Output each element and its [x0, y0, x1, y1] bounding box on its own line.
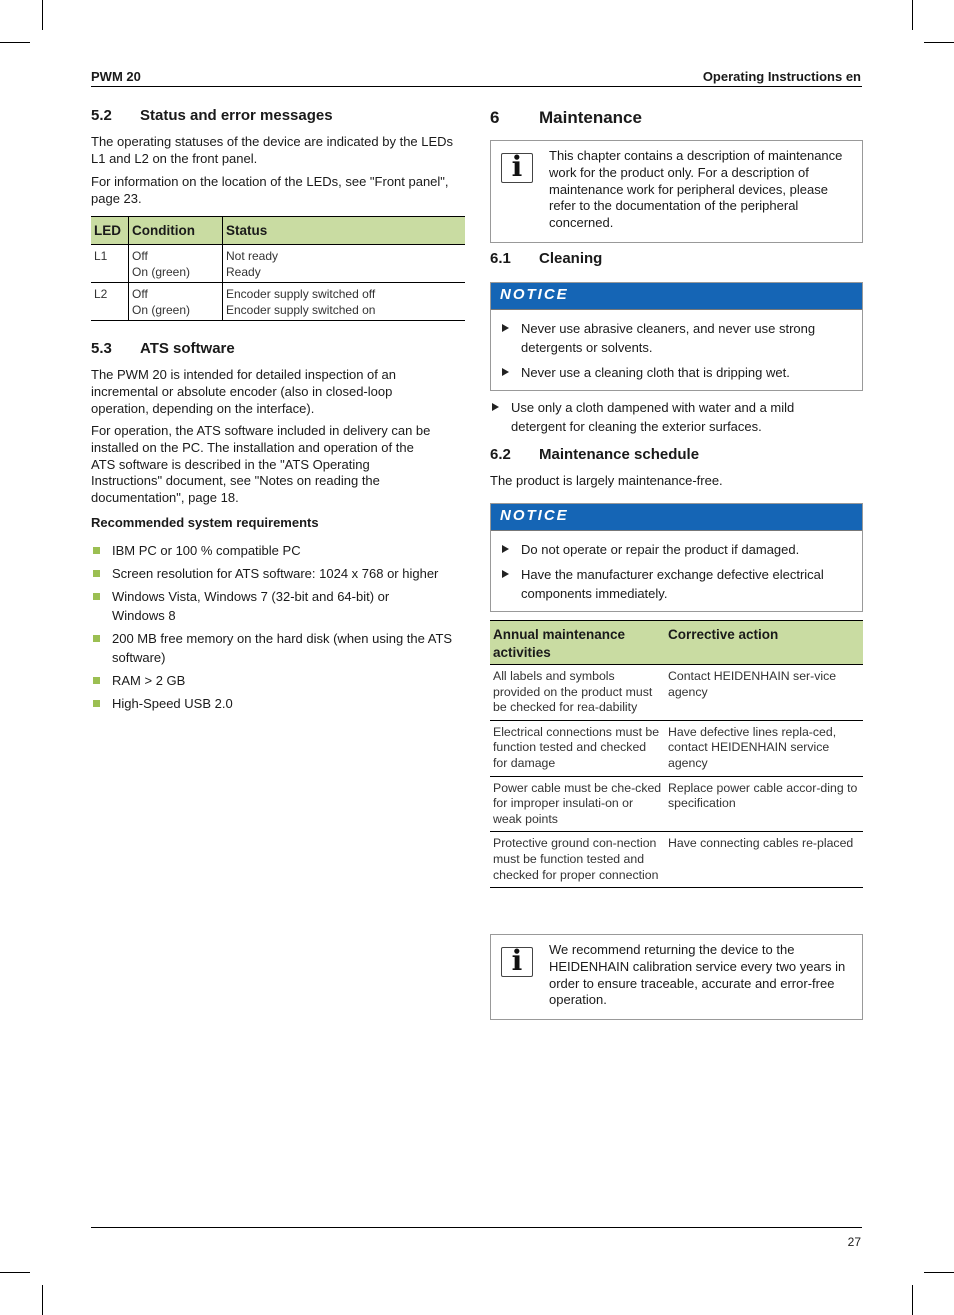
notice-list: [500, 319, 852, 388]
square-bullet-icon: [93, 677, 100, 684]
table-header: Annual maintenance activities: [490, 621, 665, 665]
notice-label: NOTICE: [491, 504, 862, 531]
header-doc-title: Operating Instructions en: [702, 69, 861, 84]
list-item: 200 MB free memory on the hard disk (when using the ATS software): [91, 629, 465, 667]
square-bullet-icon: [93, 700, 100, 707]
table-cell: Encoder supply switched off Encoder supply switched on: [223, 283, 466, 321]
list-item: RAM > 2 GB: [91, 671, 465, 690]
table-row: [490, 776, 863, 832]
crop-mark: [0, 1272, 30, 1273]
triangle-bullet-icon: [502, 545, 509, 553]
table-header: LED: [91, 217, 129, 245]
table-cell: Have connecting cables re-placed: [665, 832, 863, 888]
table-cell: Contact HEIDENHAIN ser-vice agency: [665, 665, 863, 721]
maintenance-table: [490, 620, 863, 888]
header-product: PWM 20: [91, 69, 141, 84]
list-item: High-Speed USB 2.0: [91, 694, 465, 713]
list-item: Never use a cleaning cloth that is dripping wet.: [500, 363, 852, 382]
notice-list: [500, 540, 852, 609]
section-heading-6-2: 6.2 Maintenance schedule: [490, 446, 700, 463]
table-row: [490, 665, 863, 721]
led-status-table: [91, 216, 465, 321]
square-bullet-icon: [93, 593, 100, 600]
table-row: [91, 245, 465, 283]
notice-label: NOTICE: [491, 283, 862, 310]
triangle-bullet-icon: [502, 368, 509, 376]
square-bullet-icon: [93, 547, 100, 554]
crop-mark: [912, 0, 913, 30]
table-header: Condition: [129, 217, 223, 245]
list-item: Do not operate or repair the product if damaged.: [500, 540, 852, 559]
paragraph: For information on the location of the LEDs, see "Front panel", page 23.: [91, 174, 449, 206]
info-icon: i: [501, 947, 533, 977]
table-cell: Protective ground con-nection must be function tested and checked for proper connection: [490, 832, 665, 888]
requirements-heading: Recommended system requirements: [91, 515, 319, 530]
list-item: Have the manufacturer exchange defective electrical components immediately.: [500, 565, 852, 603]
cleaning-instruction: [490, 398, 830, 436]
table-cell: L2: [91, 283, 129, 321]
paragraph: The product is largely maintenance-free.: [490, 473, 723, 488]
crop-mark: [0, 42, 30, 43]
paragraph: The operating statuses of the device are indicated by the LEDs L1 and L2 on the front panel.: [91, 134, 454, 166]
paragraph: The PWM 20 is intended for detailed inspection of an incremental or absolute encoder (also in closed-loop operation, depending on the interface).: [91, 367, 396, 416]
triangle-bullet-icon: [492, 403, 499, 411]
notice-box-cleaning: [490, 282, 863, 391]
table-header: Corrective action: [665, 621, 863, 665]
table-cell: Power cable must be che-cked for improper insulati-on or weak points: [490, 776, 665, 832]
notice-box-maintenance: [490, 503, 863, 612]
info-note-text: We recommend returning the device to the HEIDENHAIN calibration service every two years in order to ensure traceable, accurate and error-free operation.: [549, 942, 846, 1008]
crop-mark: [924, 1272, 954, 1273]
info-note: [490, 934, 863, 1020]
table-header: Status: [223, 217, 466, 245]
table-cell: All labels and symbols provided on the product must be checked for rea-dability: [490, 665, 665, 721]
section-heading-5-3: 5.3 ATS software: [91, 340, 235, 357]
table-row: [490, 720, 863, 776]
table-cell: Replace power cable accor-ding to specification: [665, 776, 863, 832]
page-number: 27: [847, 1235, 861, 1249]
footer-rule: [91, 1227, 862, 1228]
triangle-bullet-icon: [502, 570, 509, 578]
list-item: IBM PC or 100 % compatible PC: [91, 541, 465, 560]
chapter-heading-6: 6 Maintenance: [490, 108, 642, 127]
crop-mark: [912, 1285, 913, 1315]
section-heading-5-2: 5.2 Status and error messages: [91, 107, 333, 124]
table-cell: Not ready Ready: [223, 245, 466, 283]
list-item: Never use abrasive cleaners, and never use strong detergents or solvents.: [500, 319, 852, 357]
requirements-list: [91, 541, 465, 717]
paragraph: For operation, the ATS software included in delivery can be installed on the PC. The installation and operation of the ATS software is described in the "ATS Operating Instructions" document, see "Notes on reading the documentation", page 18.: [91, 423, 431, 506]
table-cell: Have defective lines repla-ced, contact HEIDENHAIN service agency: [665, 720, 863, 776]
header-rule: [91, 86, 862, 87]
info-note-text: This chapter contains a description of maintenance work for the product only. For a description of maintenance work for peripheral devices, please refer to the documentation of the peripheral concerned.: [549, 148, 843, 231]
list-item: Screen resolution for ATS software: 1024 x 768 or higher: [91, 564, 465, 583]
crop-mark: [42, 0, 43, 30]
table-cell: L1: [91, 245, 129, 283]
table-row: [91, 283, 465, 321]
crop-mark: [924, 42, 954, 43]
square-bullet-icon: [93, 570, 100, 577]
list-item: Use only a cloth dampened with water and a mild detergent for cleaning the exterior surfaces.: [490, 398, 830, 436]
table-cell: Off On (green): [129, 245, 223, 283]
triangle-bullet-icon: [502, 324, 509, 332]
table-cell: Off On (green): [129, 283, 223, 321]
table-cell: Electrical connections must be function tested and checked for damage: [490, 720, 665, 776]
square-bullet-icon: [93, 635, 100, 642]
info-note: [490, 140, 863, 243]
section-heading-6-1: 6.1 Cleaning: [490, 250, 603, 267]
info-icon: i: [501, 153, 533, 183]
crop-mark: [42, 1285, 43, 1315]
list-item: Windows Vista, Windows 7 (32-bit and 64-bit) or Windows 8: [91, 587, 412, 625]
table-row: [490, 832, 863, 888]
